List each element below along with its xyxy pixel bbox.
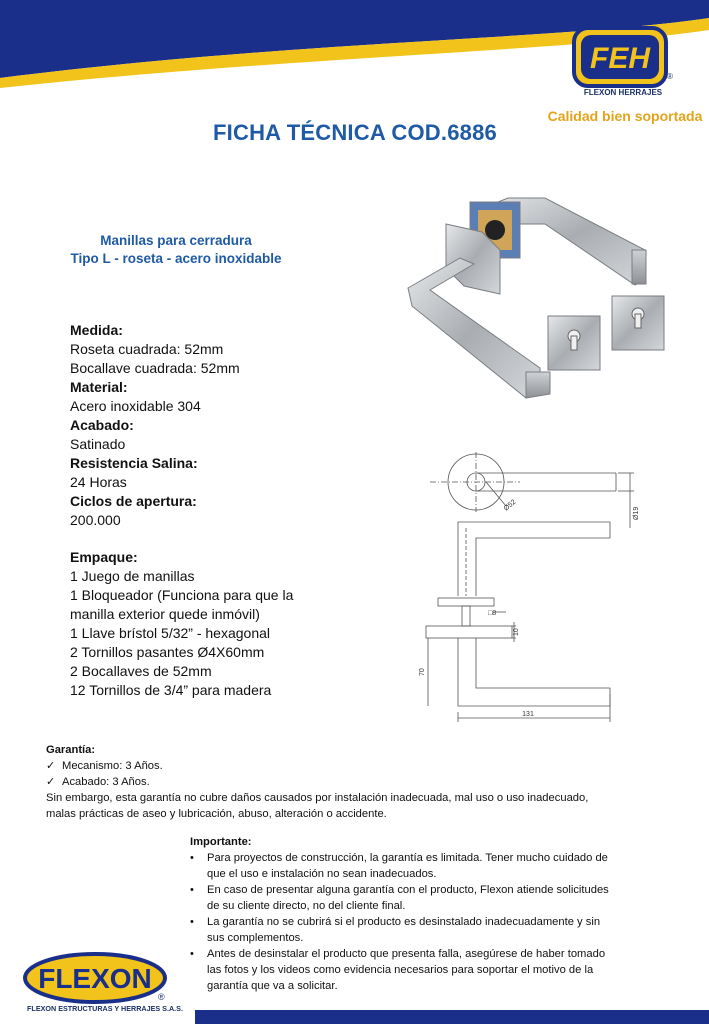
packaging-label: Empaque: — [70, 549, 138, 565]
important-item: • Para proyectos de construcción, la garantía es limitada. Tener mucho cuidado de que el uso e instalación no sean inadecuados. — [190, 850, 690, 882]
subtitle-line-2: Tipo L - roseta - acero inoxidable — [70, 251, 282, 266]
packaging-item: 1 Llave brístol 5/32” - hexagonal — [70, 625, 271, 641]
medida-label: Medida: — [70, 322, 123, 338]
specs-block — [70, 321, 390, 530]
technical-drawing — [410, 448, 650, 730]
check-icon: ✓ — [46, 776, 56, 788]
acabado-label: Acabado: — [70, 417, 134, 433]
flexon-logo-text: FLEXON — [38, 963, 152, 994]
resistencia-label: Resistencia Salina: — [70, 455, 198, 471]
warranty-label: Garantía: — [46, 744, 96, 756]
page-title: FICHA TÉCNICA COD.6886 — [213, 120, 497, 145]
packaging-item: 2 Bocallaves de 52mm — [70, 663, 212, 679]
packaging-item: 1 Juego de manillas — [70, 568, 195, 584]
subtitle-line-1: Manillas para cerradura — [100, 233, 252, 248]
feh-logo-text: FEH — [590, 42, 650, 75]
important-item: • Antes de desinstalar el producto que presenta falla, asegúrese de haber tomado las fotos y los videos como evidencia necesarios para soportar el motivo de la garantía que va a solicitar. — [190, 946, 690, 994]
product-photo — [400, 190, 690, 400]
warranty-item: ✓ Mecanismo: 3 Años. — [46, 760, 163, 772]
dim-70: 70 — [419, 668, 426, 676]
registered-mark: ® — [667, 72, 673, 81]
packaging-item: 2 Tornillos pasantes Ø4X60mm — [70, 644, 265, 660]
dim-131: 131 — [522, 711, 534, 718]
important-item: • La garantía no se cubrirá si el producto es desinstalado inadecuadamente y sin sus complementos. — [190, 914, 690, 946]
feh-logo — [572, 26, 668, 88]
warranty-note-line-2: malas prácticas de aseo y lubricación, abuso, alteración o accidente. — [46, 808, 387, 820]
packaging-block — [70, 548, 400, 700]
packaging-item: 12 Tornillos de 3/4” para madera — [70, 682, 272, 698]
warranty-block — [46, 742, 696, 822]
ciclos-value: 200.000 — [70, 512, 121, 528]
packaging-item: 1 Bloqueador (Funciona para que la — [70, 587, 294, 603]
check-icon: ✓ — [46, 760, 56, 772]
important-list — [190, 850, 690, 994]
medida-bocallave: Bocallave cuadrada: 52mm — [70, 360, 240, 376]
flexon-logo — [22, 952, 168, 1004]
product-subtitle — [30, 232, 322, 268]
dim-square: □8 — [488, 610, 497, 617]
ciclos-label: Ciclos de apertura: — [70, 493, 197, 509]
flexon-registered-mark: ® — [158, 992, 165, 1002]
important-label: Importante: — [190, 836, 252, 848]
resistencia-value: 24 Horas — [70, 474, 127, 490]
brand-name: FLEXON HERRAJES — [583, 88, 663, 97]
footer-bar — [195, 1010, 709, 1024]
dim-10: 10 — [513, 628, 520, 636]
material-label: Material: — [70, 379, 128, 395]
important-item: • En caso de presentar alguna garantía con el producto, Flexon atiende solicitudes de su cliente directo, no del cliente final. — [190, 882, 690, 914]
packaging-item: manilla exterior quede inmóvil) — [70, 606, 260, 622]
dim-grip: Ø19 — [633, 506, 640, 520]
warranty-item: ✓ Acabado: 3 Años. — [46, 776, 150, 788]
warranty-note-line-1: Sin embargo, esta garantía no cubre daños causados por instalación inadecuada, mal uso o uso inadecuado, — [46, 792, 589, 804]
brand-tagline: Calidad bien soportada — [547, 108, 703, 124]
material-value: Acero inoxidable 304 — [70, 398, 201, 414]
medida-roseta: Roseta cuadrada: 52mm — [70, 341, 224, 357]
company-name: FLEXON ESTRUCTURAS Y HERRAJES S.A.S. — [27, 1004, 183, 1013]
dim-roseta: Ø52 — [502, 498, 518, 513]
important-block — [190, 834, 690, 994]
acabado-value: Satinado — [70, 436, 126, 452]
